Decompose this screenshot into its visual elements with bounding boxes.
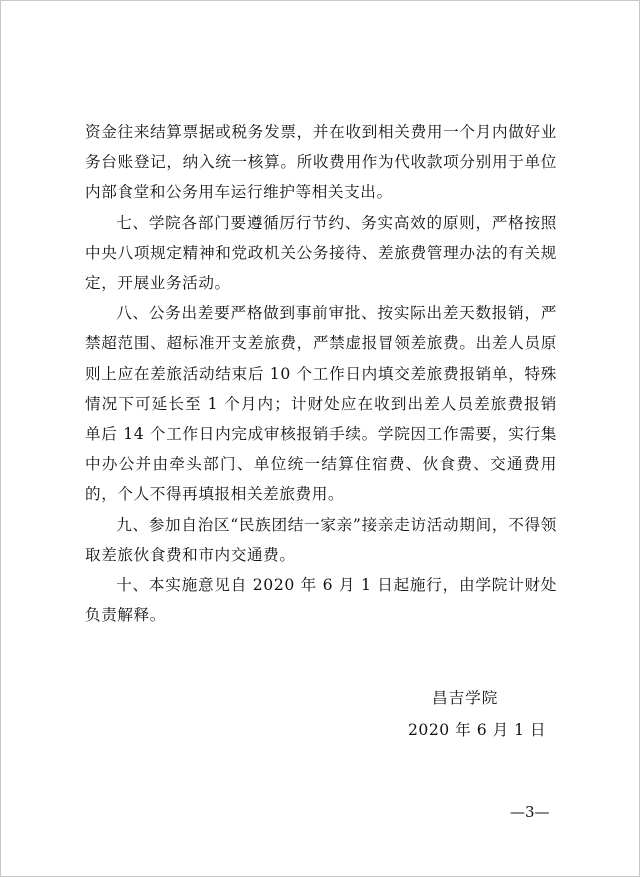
paragraph-item-8: 八、公务出差要严格做到事前审批、按实际出差天数报销，严禁超范围、超标准开支差旅费，严禁虚报冒领差旅费。出差人员原则上应在差旅活动结束后 10 个工作日内填交差旅费报销单，特殊情况下可延长至 1 个月内；计财处应在收到出差人员差旅费报销单后 14 个工作日内完成审核报销手续。学院因工作需要，实行集中办公并由牵头部门、单位统一结算住宿费、伙食费、交通费用的，个人不得再填报相关差旅费用。 bbox=[85, 304, 557, 504]
document-body bbox=[85, 117, 557, 630]
paragraph-item-10: 十、本实施意见自 2020 年 6 月 1 日起施行，由学院计财处负责解释。 bbox=[85, 576, 557, 625]
paragraph-continuation: 资金往来结算票据或税务发票，并在收到相关费用一个月内做好业务台账登记，纳入统一核算。所收费用作为代收款项分别用于单位内部食堂和公务用车运行维护等相关支出。 bbox=[85, 123, 557, 202]
paragraph-item-7: 七、学院各部门要遵循厉行节约、务实高效的原则，严格按照中央八项规定精神和党政机关公务接待、差旅费管理办法的有关规定，开展业务活动。 bbox=[85, 213, 557, 293]
page-number: —3— bbox=[510, 803, 550, 821]
signature-organization: 昌吉学院 bbox=[432, 689, 499, 707]
signature-date: 2020 年 6 月 1 日 bbox=[408, 721, 547, 739]
paragraph-item-9: 九、参加自治区“民族团结一家亲”接亲走访活动期间，不得领取差旅伙食费和市内交通费。 bbox=[85, 515, 557, 564]
